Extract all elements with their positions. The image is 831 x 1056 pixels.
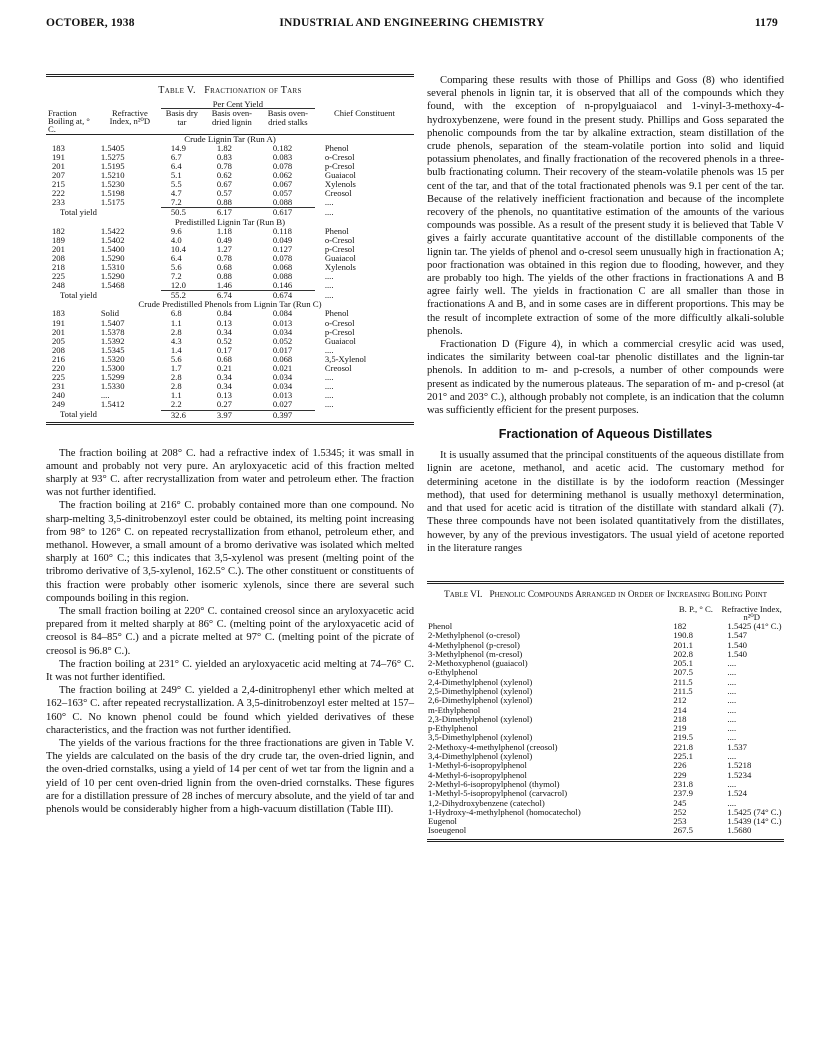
- table6-cell: ....: [727, 797, 737, 808]
- table6-cell: 1.524: [727, 788, 747, 799]
- table5-cell: 0.17: [216, 344, 232, 355]
- table5-cell: p-Cresol: [324, 243, 355, 254]
- table6-cell: 4-Methylphenol (p-cresol): [428, 639, 520, 650]
- table5-total-cell: Total yield: [60, 409, 97, 419]
- table6-cell: ....: [727, 695, 737, 706]
- table6-cell: 237.9: [673, 788, 693, 799]
- table5-cell: 0.062: [272, 170, 293, 181]
- table6-cell: ....: [727, 778, 737, 789]
- table5-cell: 0.27: [216, 399, 232, 410]
- table5-col-header: Fraction Boiling at, ° C.: [48, 107, 90, 135]
- table6-cell: 2,5-Dimethylphenol (xylenol): [428, 685, 533, 696]
- table5-cell: 0.182: [272, 142, 293, 153]
- table5-cell: 0.078: [272, 252, 293, 263]
- table5-cell: 183: [52, 142, 65, 153]
- table6-col-header: [427, 605, 672, 622]
- table5-cell: 0.057: [272, 188, 293, 199]
- table5-cell: 0.067: [272, 179, 293, 190]
- table5-cell: p-Cresol: [324, 326, 355, 337]
- table5-cell: 0.034: [272, 372, 293, 383]
- table5-cell: 0.88: [216, 197, 232, 208]
- table6-cell: ....: [727, 667, 737, 678]
- table5-section-title-text: Predistilled Lignin Tar (Run B): [174, 216, 286, 227]
- table6-cell: ....: [727, 685, 737, 696]
- table5-cell: 1.5275: [100, 151, 125, 162]
- table6-cell: 231.8: [673, 778, 693, 789]
- table5-cell: 208: [52, 252, 65, 263]
- table5-cell: 0.34: [216, 326, 232, 337]
- table6-cell: ....: [727, 723, 737, 734]
- table6-cell: 2,6-Dimethylphenol (xylenol): [428, 695, 533, 706]
- table5-cell: 0.083: [272, 151, 293, 162]
- table6-cell: 219: [673, 723, 687, 734]
- table5-cell: 0.127: [272, 243, 293, 254]
- table5-cell: Solid: [100, 308, 120, 319]
- table6-cell: ....: [727, 704, 737, 715]
- table6-cell: m-Ethylphenol: [428, 704, 481, 715]
- aqueous-paragraph: It is usually assumed that the principal constituents of the aqueous distillate from lignin are acetone, methanol, and acetic acid. The customary method for determining acetone in the distillate is by the iodoform reaction (Messinger method), that used for determining methanol is usually methoxyl determination, and that used for acetic acid is titration of the distillate with standard alkali (7). These three compounds have not been isolated quantitatively from the distillates, however, by any of the previous investigators. The usual yield of acetone reported in the literature ranges: [427, 450, 784, 554]
- table5-cell: 0.078: [272, 160, 293, 171]
- table5-col-header: Basis oven-dried stalks: [267, 108, 309, 127]
- table5-cell: 0.052: [272, 335, 293, 346]
- table6-cell: 1.537: [727, 741, 747, 752]
- table5-cell: 0.034: [272, 326, 293, 337]
- body-paragraph: Fractionation D (Figure 4), in which a commercial cresylic acid was used, indicates the similarity between coal-tar phenolic distillates and the lignin-tar phenols. In addition to m- and p-cresols, a number of other compounds were present as indicated by the numerous plateaus. The separation of m- and p-cresol (at 201° and 203° C.), although probably not complete, is an indication that the column was sufficiently efficient for the present purposes.: [427, 339, 784, 417]
- table6-cell: p-Ethylphenol: [428, 723, 478, 734]
- body-paragraph: The yields of the various fractions for the three fractionations are given in Table V. The yields are calculated on the basis of the dry crude tar, the oven-dried lignin, and the oven-dried cornstalks, using a yield of 14 per cent of wet tar from the lignin and a yield of 10 per cent oven-dried lignin from the oven-dried cornstalks. These figures are for a distillation pressure of 28 inches of mercury absolute, and the yield of tar and phenols would be considerably higher from a high-vacuum distillation (Table III).: [46, 738, 414, 816]
- table5-caption-label: Table V.: [158, 85, 196, 96]
- table5-cell: 4.7: [170, 188, 182, 199]
- table5-cell: 1.5422: [100, 225, 125, 236]
- table6-cell: 1.5425 (74° C.): [727, 806, 782, 817]
- table6-cell: 182: [673, 620, 687, 631]
- table6-cell: 1.540: [727, 648, 747, 659]
- header-page-number: 1179: [754, 17, 778, 29]
- left-column: [46, 74, 414, 816]
- table5-cell: 225: [52, 372, 65, 383]
- table5-cell: 249: [52, 399, 65, 410]
- table5-total-cell: 3.97: [203, 410, 261, 420]
- table5-row: [46, 400, 414, 410]
- table5-cell: 189: [52, 234, 65, 245]
- table5-total-cell: 32.6: [161, 410, 203, 420]
- table5-cell: 1.5412: [100, 399, 125, 410]
- table5-cell: 1.27: [216, 243, 232, 254]
- table6-top-rule: [427, 581, 784, 584]
- right-text: [427, 74, 784, 417]
- table5-cell: 222: [52, 188, 65, 199]
- table5-cell: ....: [324, 372, 334, 383]
- table6-caption-label: Table VI.: [443, 589, 483, 600]
- table5-cell: ....: [324, 271, 334, 282]
- table5-cell: Phenol: [324, 225, 349, 236]
- table5-cell: 1.82: [216, 142, 232, 153]
- table5-cell: 2.8: [170, 372, 182, 383]
- table5-cell: 0.088: [272, 197, 293, 208]
- table5-cell: 2.8: [170, 381, 182, 392]
- table5-cell: 1.5210: [100, 170, 125, 181]
- table5-cell: 2.2: [170, 399, 182, 410]
- table5-cell: Creosol: [324, 188, 352, 199]
- table5-cell: 14.9: [170, 142, 186, 153]
- table5-cell: 0.088: [272, 271, 293, 282]
- table5-total-cell: Total yield: [60, 206, 97, 217]
- table6-cell: 2-Methoxyphenol (guaiacol): [428, 658, 528, 669]
- table5-cell: 233: [52, 197, 65, 208]
- table5-cell: 205: [52, 335, 65, 346]
- body-paragraph: The fraction boiling at 208° C. had a refractive index of 1.5345; it was small in amount and probably not very pure. An aryloxyacetic acid of this fraction melted sharply at 93° C. after recrystallization from water and petroleum ether. The fraction was not further identified.: [46, 447, 414, 499]
- table5-cell: 240: [52, 390, 65, 401]
- table5-cell: 1.5405: [100, 142, 125, 153]
- table5-cell: 1.5198: [100, 188, 125, 199]
- table5-cell: 1.5300: [100, 363, 125, 374]
- right-column: [427, 74, 784, 842]
- table5-cell: o-Cresol: [324, 234, 355, 245]
- table5-cell: ....: [324, 399, 334, 410]
- table5-cell: 0.13: [216, 317, 232, 328]
- table5-cell: 1.1: [170, 317, 182, 328]
- table5-total-cell: [99, 410, 161, 420]
- table6-cell: 1.5439 (14° C.): [727, 816, 782, 827]
- table5-section-title-text: Crude Lignin Tar (Run A): [184, 133, 276, 144]
- left-text: [46, 447, 414, 817]
- table5-cell: 0.21: [216, 363, 232, 374]
- table5-cell: 4.0: [170, 234, 182, 245]
- table5-cell: 216: [52, 353, 65, 364]
- table6-cell: Phenol: [428, 620, 453, 631]
- table6-cell: 221.8: [673, 741, 693, 752]
- table5-cell: 1.5299: [100, 372, 125, 383]
- table5-cell: 0.78: [216, 160, 232, 171]
- table6-cell: 219.5: [673, 732, 693, 743]
- table5-cell: 208: [52, 344, 65, 355]
- table5-cell: 1.5310: [100, 262, 125, 272]
- table5-cell: 0.034: [272, 381, 293, 392]
- table6: [427, 605, 784, 836]
- table5-cell: Xylenols: [324, 179, 356, 190]
- table5-total-cell: 6.17: [203, 208, 261, 218]
- table5-caption: [46, 85, 414, 96]
- table5-section-title-text: Crude Predistilled Phenols from Lignin Tar (Run C): [138, 299, 322, 310]
- table6-cell: 229: [673, 769, 687, 780]
- table6-cell: 3,5-Dimethylphenol (xylenol): [428, 732, 533, 743]
- table6-bottom-rule: [427, 839, 784, 842]
- table5-cell: 0.021: [272, 363, 293, 374]
- table6-cell: 190.8: [673, 630, 693, 641]
- table5-cell: 1.5392: [100, 335, 125, 346]
- body-paragraph: The fraction boiling at 216° C. probably contained more than one compound. No sharp-melting 3,5-dinitrobenzoyl ester could be obtained, its melting point increasing from 98° to 126° C. on repeated recrystallization from ethanol, petroleum ether, and methanol. However, a small amount of a bromo derivative was isolated which melted sharply at 160° C.; this indicates that 3,5-xylenol was present (melting point of the tribromo derivative of 3,5-xylenol, 162.5° C.). The other constituent or constituents of this fraction were probably other isomeric xylenols, since there are several such compounds boiling in this region.: [46, 500, 414, 604]
- table6-caption-title: Phenolic Compounds Arranged in Order of Increasing Boiling Point: [489, 589, 767, 600]
- table5-cell: 1.5175: [100, 197, 125, 208]
- table5-total-cell: ....: [324, 289, 334, 300]
- table5-cell: 191: [52, 317, 65, 328]
- table6-cell: 211.5: [673, 685, 693, 696]
- table5-cell: 6.4: [170, 252, 182, 263]
- table5: [46, 100, 414, 420]
- table5-cell: 3,5-Xylenol: [324, 353, 367, 364]
- table6-cell: 2,4-Dimethylphenol (xylenol): [428, 676, 533, 687]
- table5-cell: Phenol: [324, 142, 349, 153]
- table5-cell: 183: [52, 308, 65, 319]
- table6-cell: ....: [727, 713, 737, 724]
- table5-total-cell: Total yield: [60, 289, 97, 300]
- section-heading: Fractionation of Aqueous Distillates: [498, 427, 713, 442]
- table5-cell: o-Cresol: [324, 151, 355, 162]
- table5-total-cell: [99, 208, 161, 218]
- table5-cell: 1.46: [216, 280, 232, 291]
- table6-cell: 252: [673, 806, 687, 817]
- table6-cell: ....: [727, 732, 737, 743]
- body-paragraph: The fraction boiling at 231° C. yielded an aryloxyacetic acid melting at 74–76° C. It was not further identified.: [46, 658, 414, 684]
- table5-cell: 201: [52, 326, 65, 337]
- table5-cell: 1.18: [216, 225, 232, 236]
- table6-cell: 2-Methoxy-4-methylphenol (creosol): [428, 741, 558, 752]
- table5-cell: 1.5320: [100, 353, 125, 364]
- body-paragraph: Comparing these results with those of Phillips and Goss (8) who identified several phenols in lignin tar, it is observed that all of the compounds which they found, with the exception of n-propylguaiacol and 1-vinyl-3-methoxy-4-hydroxybenzene, were found in the present study. Phillips and Goss separated the phenolic compounds from the tar by alkaline extraction, steam distillation of the crude phenols, separation of the steam-volatile portion into solid and liquid potassium phenolates, and finally fractionation of the recovered phenols in a three-bulb fractionating column. Their recovery of the steam-volatile phenols was 15 per cent of the tar, and that of the total fractionated phenols was 9.1 per cent of the tar. Because of the relatively inefficient fractionation and because of the incomplete recovery of the phenols, no quantitative estimation of the amounts of the various compounds was possible. As a result of the present study it is believed that Table V gives a fairly accurate quantitative account of the distillable components of the lignin tar. The yields of phenol and o-cresol seem unusually high in fractionation A; poor fractionation was obtained in this region due to flooding, however, and they are probably too high. The yields of the other fractions in fractionations A and B agree fairly well. The yields in fractionation C are all smaller than those in fractionations A and B, and in some cases are in different proportions. This may be the result of incomplete extraction of some of the more difficultly alkali-soluble phenols.: [427, 75, 784, 337]
- table5-caption-title: Fractionation of Tars: [204, 85, 302, 96]
- table6-cell: ....: [727, 676, 737, 687]
- table6-cell: 1-Methyl-5-isopropylphenol (carvacrol): [428, 788, 568, 799]
- table5-cell: 191: [52, 151, 65, 162]
- table5-cell: 0.67: [216, 179, 232, 190]
- table6-col-header: B. P., ° C.: [678, 603, 713, 614]
- table6-cell: 201.1: [673, 639, 693, 650]
- table5-total-cell: 50.5: [161, 208, 203, 218]
- table6-cell: 207.5: [673, 667, 693, 678]
- table5-cell: ....: [324, 381, 334, 392]
- table5-cell: 5.1: [170, 170, 182, 181]
- table5-cell: 0.62: [216, 170, 232, 181]
- table5-cell: 10.4: [170, 243, 186, 254]
- table5-cell: 0.57: [216, 188, 232, 199]
- table6-col-header: Refractive Index, n²⁰D: [721, 603, 782, 623]
- table5-cell: 6.7: [170, 151, 182, 162]
- page-header: [46, 17, 778, 33]
- table5-top-rule: [46, 74, 414, 77]
- table5-total-cell: [315, 410, 414, 420]
- table5-cell: 1.5195: [100, 160, 125, 171]
- table6-cell: 225.1: [673, 751, 693, 762]
- table5-cell: Phenol: [324, 308, 349, 319]
- table6-cell: 1-Hydroxy-4-methylphenol (homocatechol): [428, 806, 581, 817]
- table5-cell: ....: [324, 390, 334, 401]
- table5-cell: 5.6: [170, 262, 182, 272]
- table5-cell: 0.068: [272, 353, 293, 364]
- table5-cell: 0.084: [272, 308, 293, 319]
- table5-cell: ....: [324, 197, 334, 208]
- body-paragraph: The fraction boiling at 249° C. yielded a 2,4-dinitrophenyl ether which melted at 162–163° C. after repeated recrystallization. A 3,5-dinitrobenzoyl ester melted at 157–160° C. No known phenol could be found which yielded derivatives of these characteristics, and the fraction was not further identified.: [46, 685, 414, 736]
- table5-cell: Creosol: [324, 363, 352, 374]
- table6-cell: Isoeugenol: [428, 825, 467, 836]
- table5-total-cell: ....: [324, 206, 334, 217]
- table6-cell: o-Ethylphenol: [428, 667, 478, 678]
- table5-cell: 1.5468: [100, 280, 125, 291]
- table5-cell: 0.017: [272, 344, 293, 355]
- table5-cell: 0.34: [216, 372, 232, 383]
- table6-cell: 212: [673, 695, 687, 706]
- table5-cell: ....: [100, 390, 110, 401]
- table6-cell: 245: [673, 797, 687, 808]
- table5-cell: 6.8: [170, 308, 182, 319]
- table6-cell: 1-Methyl-6-isopropylphenol: [428, 760, 527, 771]
- table5-group-header: Per Cent Yield: [161, 100, 315, 109]
- table5-cell: 0.49: [216, 234, 232, 245]
- table5-cell: 5.5: [170, 179, 182, 190]
- table6-cell: 253: [673, 816, 687, 827]
- table5-cell: 2.8: [170, 326, 182, 337]
- table6-cell: 1.5425 (41° C.): [727, 620, 782, 631]
- table5-cell: 0.013: [272, 317, 293, 328]
- table5-cell: 0.027: [272, 399, 293, 410]
- table5-cell: 1.5330: [100, 381, 125, 392]
- table5-cell: 1.5402: [100, 234, 125, 245]
- table5-cell: 231: [52, 381, 65, 392]
- table5-col-header: Chief Constituent: [334, 107, 395, 118]
- table5-col-header: Refractive Index, n²⁰D: [109, 107, 151, 127]
- table5-total-row: [46, 410, 414, 420]
- table5-col-header: Basis oven-dried lignin: [211, 108, 253, 127]
- table6-cell: 214: [673, 704, 687, 715]
- table5-cell: 0.068: [272, 262, 293, 272]
- table5-cell: 1.5400: [100, 243, 125, 254]
- table5-cell: 0.013: [272, 390, 293, 401]
- table5-cell: 5.6: [170, 353, 182, 364]
- table5-total-cell: 55.2: [161, 291, 203, 301]
- table5-cell: 1.5290: [100, 271, 125, 282]
- table5-total-cell: 0.617: [261, 208, 315, 218]
- table5-cell: 1.1: [170, 390, 182, 401]
- table5-cell: 7.2: [170, 197, 182, 208]
- table6-cell: 211.5: [673, 676, 693, 687]
- table5-cell: 0.78: [216, 252, 232, 263]
- table6-cell: 1.547: [727, 630, 747, 641]
- table6-cell: 226: [673, 760, 687, 771]
- table5-cell: 0.52: [216, 335, 232, 346]
- table5-cell: Xylenols: [324, 262, 356, 272]
- header-journal: INDUSTRIAL AND ENGINEERING CHEMISTRY: [279, 17, 545, 29]
- table5-cell: 0.68: [216, 262, 232, 272]
- table6-cell: 2-Methylphenol (o-cresol): [428, 630, 520, 641]
- table5-cell: 218: [52, 262, 65, 272]
- table5-cell: 0.68: [216, 353, 232, 364]
- table5-cell: 0.34: [216, 381, 232, 392]
- table5-cell: 6.4: [170, 160, 182, 171]
- table5-cell: 0.84: [216, 308, 232, 319]
- table6-cell: 1.540: [727, 639, 747, 650]
- table5-total-cell: 0.674: [261, 291, 315, 301]
- table5-cell: ....: [324, 344, 334, 355]
- table5-cell: 1.5230: [100, 179, 125, 190]
- table5-total-cell: 6.74: [203, 291, 261, 301]
- table5-col-header: Basis dry tar: [165, 108, 198, 127]
- table5-cell: ....: [324, 280, 334, 291]
- table5-cell: 1.4: [170, 344, 182, 355]
- table6-cell: ....: [727, 751, 737, 762]
- table5-cell: 201: [52, 160, 65, 171]
- table6-cell: 3-Methylphenol (m-cresol): [428, 648, 523, 659]
- table5-cell: 1.5345: [100, 344, 125, 355]
- table5-cell: p-Cresol: [324, 160, 355, 171]
- table5-cell: 12.0: [170, 280, 186, 291]
- table6-cell: 1,2-Dihydroxybenzene (catechol): [428, 797, 545, 808]
- table5-cell: 1.5290: [100, 252, 125, 263]
- table5-cell: 182: [52, 225, 65, 236]
- table6-cell: 4-Methyl-6-isopropylphenol: [428, 769, 527, 780]
- table6-cell: Eugenol: [428, 816, 457, 827]
- table5-cell: 248: [52, 280, 65, 291]
- table5-cell: 0.88: [216, 271, 232, 282]
- table6-cell: 1.5234: [727, 769, 752, 780]
- table6-cell: 1.5680: [727, 825, 752, 836]
- table6-cell: 218: [673, 713, 687, 724]
- table6-caption: [435, 590, 776, 601]
- table5-cell: 1.5407: [100, 317, 125, 328]
- table6-row: [427, 826, 784, 835]
- table6-cell: 1.5218: [727, 760, 752, 771]
- table5-cell: 7.2: [170, 271, 182, 282]
- table5-cell: 220: [52, 363, 65, 374]
- table5-cell: 0.118: [272, 225, 292, 236]
- table6-cell: 3,4-Dimethylphenol (xylenol): [428, 751, 533, 762]
- table5-total-cell: 0.397: [261, 410, 315, 420]
- table6-cell: 205.1: [673, 658, 693, 669]
- table6-cell: 2-Methyl-6-isopropylphenol (thymol): [428, 778, 560, 789]
- table5-cell: 225: [52, 271, 65, 282]
- table5-cell: 4.3: [170, 335, 182, 346]
- table5-cell: 9.6: [170, 225, 182, 236]
- body-paragraph: The small fraction boiling at 220° C. contained creosol since an aryloxyacetic acid prepared from it melted sharply at 86° C. (melting point of the aryloxyacetic acid of creosol is 84–85° C.) and a picrate melted at 97° C. (melting point of the picrate of creosol is 96.8° C.).: [46, 606, 414, 657]
- table5-cell: 1.7: [170, 363, 182, 374]
- table5-cell: 0.049: [272, 234, 293, 245]
- table5-cell: Guaiacol: [324, 170, 356, 181]
- table5-cell: 0.146: [272, 280, 293, 291]
- table6-cell: 2,3-Dimethylphenol (xylenol): [428, 713, 533, 724]
- table5-cell: Guaiacol: [324, 252, 356, 263]
- table5-cell: 201: [52, 243, 65, 254]
- table5-cell: 1.5378: [100, 326, 125, 337]
- table6-cell: 202.8: [673, 648, 693, 659]
- table5-cell: o-Cresol: [324, 317, 355, 328]
- table6-cell: ....: [727, 658, 737, 669]
- table5-cell: Guaiacol: [324, 335, 356, 346]
- table5-cell: 207: [52, 170, 65, 181]
- table6-cell: 267.5: [673, 825, 693, 836]
- table5-cell: 0.83: [216, 151, 232, 162]
- header-date: OCTOBER, 1938: [46, 17, 135, 29]
- table5-cell: 215: [52, 179, 65, 190]
- table5-cell: 0.13: [216, 390, 232, 401]
